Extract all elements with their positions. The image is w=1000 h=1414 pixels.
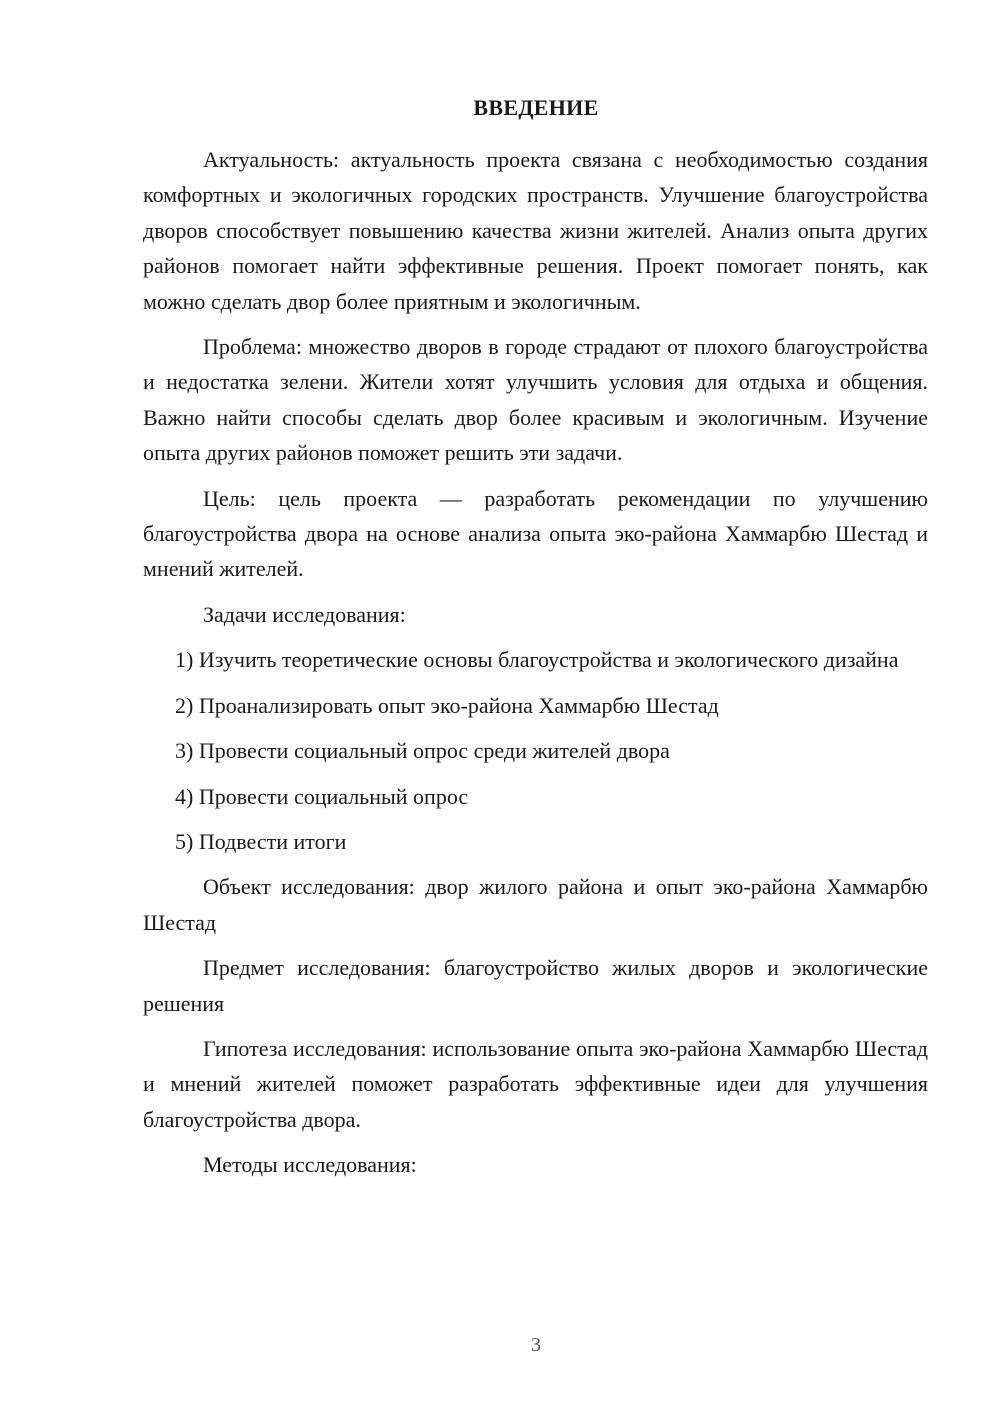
problem-paragraph: Проблема: множество дворов в городе страдают от плохого благоустройства и недостатка зелени. Жители хотят улучшить условия для отдыха и общения. Важно найти способы сделать двор более красивым и экологичным. Изучение опыта других районов поможет решить эти задачи. bbox=[143, 334, 928, 466]
page-title: ВВЕДЕНИЕ bbox=[473, 95, 599, 120]
task-item-2: 2) Проанализировать опыт эко-района Хаммарбю Шестад bbox=[175, 692, 719, 718]
tasks-heading: Задачи исследования: bbox=[203, 601, 406, 627]
task-item-5: 5) Подвести итоги bbox=[175, 828, 347, 854]
methods-heading: Методы исследования: bbox=[203, 1152, 417, 1178]
goal-paragraph: Цель: цель проекта — разработать рекомендации по улучшению благоустройства двора на основе анализа опыта эко-района Хаммарбю Шестад и мнений жителей. bbox=[143, 485, 928, 582]
relevance-paragraph: Актуальность: актуальность проекта связана с необходимостью создания комфортных и экологичных городских пространств. Улучшение благоустройства дворов способствует повышению качества жизни жителей. Анализ опыта других районов помогает найти эффективные решения. Проект помогает понять, как можно сделать двор более приятным и экологичным. bbox=[143, 147, 928, 314]
task-item-1: 1) Изучить теоретические основы благоустройства и экологического дизайна bbox=[175, 647, 899, 673]
task-item-4: 4) Провести социальный опрос bbox=[175, 783, 469, 809]
subject-paragraph: Предмет исследования: благоустройство жилых дворов и экологические решения bbox=[143, 955, 928, 1016]
object-paragraph: Объект исследования: двор жилого района и опыт эко-района Хаммарбю Шестад bbox=[143, 874, 928, 935]
hypothesis-paragraph: Гипотеза исследования: использование опыта эко-района Хаммарбю Шестад и мнений жителей поможет разработать эффективные идеи для улучшения благоустройства двора. bbox=[143, 1035, 928, 1132]
document-body bbox=[143, 142, 928, 1183]
page-number: 3 bbox=[531, 1334, 541, 1356]
task-item-3: 3) Провести социальный опрос среди жителей двора bbox=[175, 738, 670, 764]
